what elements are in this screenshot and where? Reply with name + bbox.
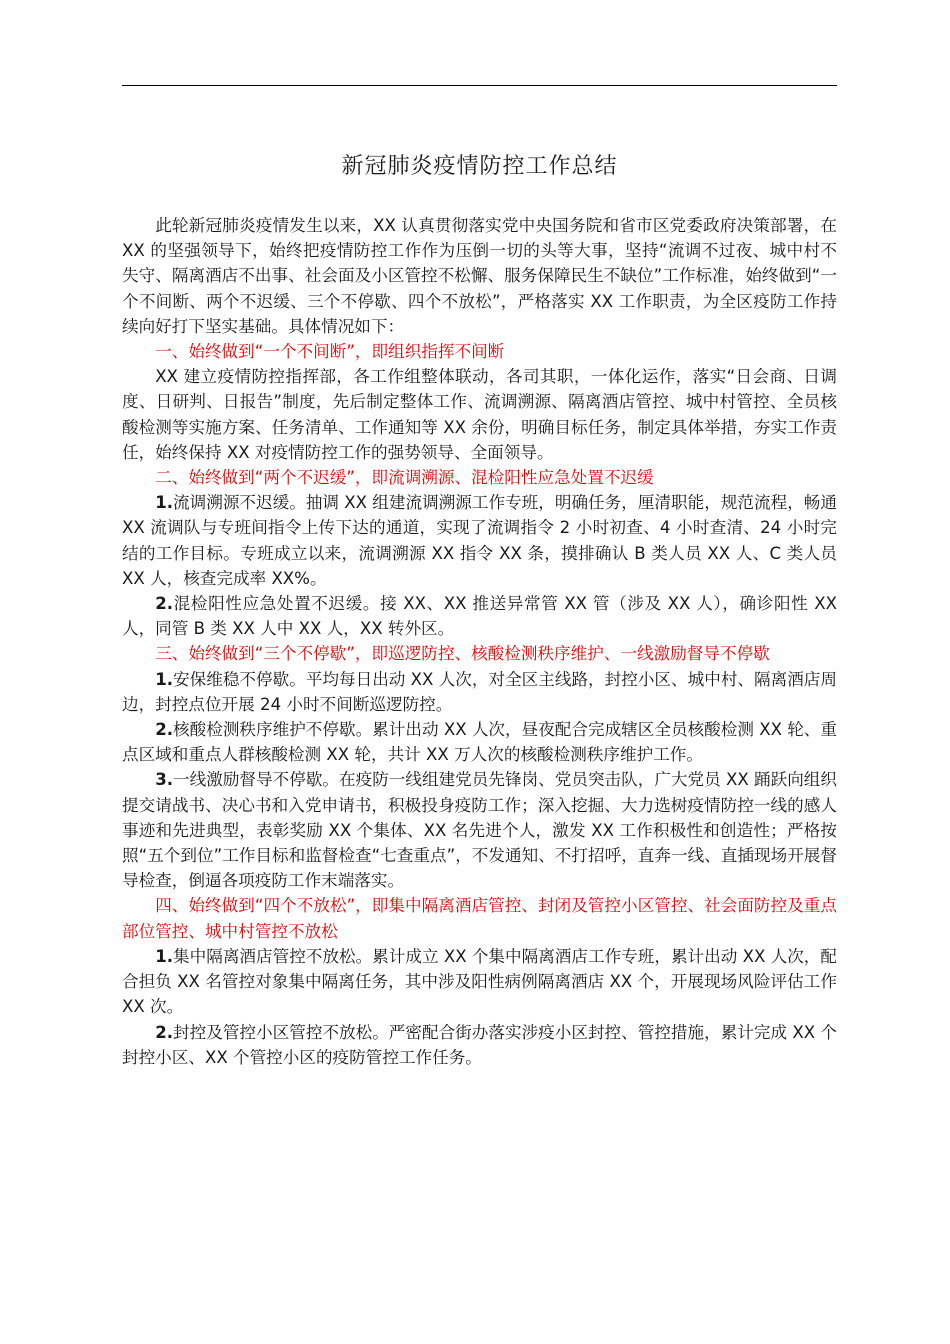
header-rule — [122, 85, 837, 86]
item-number: 1. — [155, 493, 174, 513]
intro-paragraph: 此轮新冠肺炎疫情发生以来，XX 认真贯彻落实党中央国务院和省市区党委政府决策部署，在 XX 的坚强领导下，始终把疫情防控工作作为压倒一切的头等大事，坚持“流调不过夜、城中村不失守、隔离酒店不出事、社会面及小区管控不松懈、服务保障民生不缺位”工作标准，始终做到“一个不间断、两个不迟缓、三个不停歇、四个不放松”，严格落实 XX 工作职责，为全区疫防工作持续向好打下坚实基础。具体情况如下： — [122, 216, 837, 336]
section-3-item-2 — [122, 717, 837, 767]
item-text: 封控及管控小区管控不放松。严密配合街办落实涉疫小区封控、管控措施，累计完成 XX 个封控小区、XX 个管控小区的疫防管控工作任务。 — [122, 1022, 837, 1067]
item-number: 2. — [155, 1022, 174, 1042]
item-number: 3. — [155, 770, 174, 790]
item-text: 集中隔离酒店管控不放松。累计成立 XX 个集中隔离酒店工作专班，累计出动 XX 人次，配合担负 XX 名管控对象集中隔离任务，其中涉及阳性病例隔离酒店 XX 个，开展现场风险评估工作 XX 次。 — [122, 946, 837, 1017]
item-number: 1. — [155, 946, 174, 966]
section-heading-4: 四、始终做到“四个不放松”，即集中隔离酒店管控、封闭及管控小区管控、社会面防控及重点部位管控、城中村管控不放松 — [122, 896, 837, 941]
section-heading-2: 二、始终做到“两个不迟缓”，即流调溯源、混检阳性应急处置不迟缓 — [155, 468, 654, 488]
item-number: 2. — [155, 720, 174, 740]
section-2-item-1 — [122, 490, 837, 591]
section-3-item-1 — [122, 667, 837, 717]
section-2-item-2 — [122, 591, 837, 641]
item-text: 一线激励督导不停歇。在疫防一线组建党员先锋岗、党员突击队，广大党员 XX 踊跃向组织提交请战书、决心书和入党申请书，积极投身疫防工作；深入挖掘、大力选树疫情防控一线的感人事迹和先进典型，表彰奖励 XX 个集体、XX 名先进个人，激发 XX 工作积极性和创造性；严格按照“五个到位”工作目标和监督检查“七查重点”，不发通知、不打招呼，直奔一线、直插现场开展督导检查，倒逼各项疫防工作末端落实。 — [122, 770, 837, 891]
section-heading-3: 三、始终做到“三个不停歇”，即巡逻防控、核酸检测秩序维护、一线激励督导不停歇 — [155, 644, 770, 664]
section-1-paragraph: XX 建立疫情防控指挥部，各工作组整体联动，各司其职，一体化运作，落实“日会商、日调度、日研判、日报告”制度，先后制定整体工作、流调溯源、隔离酒店管控、城中村管控、全员核酸检测等实施方案、任务清单、工作通知等 XX 余份，明确目标任务，制定具体举措，夯实工作责任，始终保持 XX 对疫情防控工作的强势领导、全面领导。 — [122, 367, 837, 462]
item-text: 安保维稳不停歇。平均每日出动 XX 人次，对全区主线路，封控小区、城中村、隔离酒店周边，封控点位开展 24 小时不间断巡逻防控。 — [122, 669, 837, 714]
item-text: 流调溯源不迟缓。抽调 XX 组建流调溯源工作专班，明确任务，厘清职能，规范流程，畅通 XX 流调队与专班间指令上传下达的通道，实现了流调指令 2 小时初查、4 小时查清、24 小时完结的工作目标。专班成立以来，流调溯源 XX 指令 XX 条，摸排确认 B 类人员 XX 人、C 类人员 XX 人，核查完成率 XX%。 — [122, 493, 837, 588]
section-heading-1: 一、始终做到“一个不间断”，即组织指挥不间断 — [155, 342, 505, 362]
section-4-item-2 — [122, 1020, 837, 1070]
item-number: 2. — [155, 594, 174, 614]
section-4-item-1 — [122, 944, 837, 1020]
document-body — [122, 213, 837, 1070]
item-text: 核酸检测秩序维护不停歇。累计出动 XX 人次，昼夜配合完成辖区全员核酸检测 XX 轮、重点区域和重点人群核酸检测 XX 轮，共计 XX 万人次的核酸检测秩序维护工作。 — [122, 720, 837, 765]
section-3-item-3 — [122, 767, 837, 893]
item-text: 混检阳性应急处置不迟缓。接 XX、XX 推送异常管 XX 管（涉及 XX 人），确诊阳性 XX 人，同管 B 类 XX 人中 XX 人，XX 转外区。 — [122, 594, 837, 639]
document-title: 新冠肺炎疫情防控工作总结 — [341, 154, 618, 179]
item-number: 1. — [155, 669, 174, 689]
